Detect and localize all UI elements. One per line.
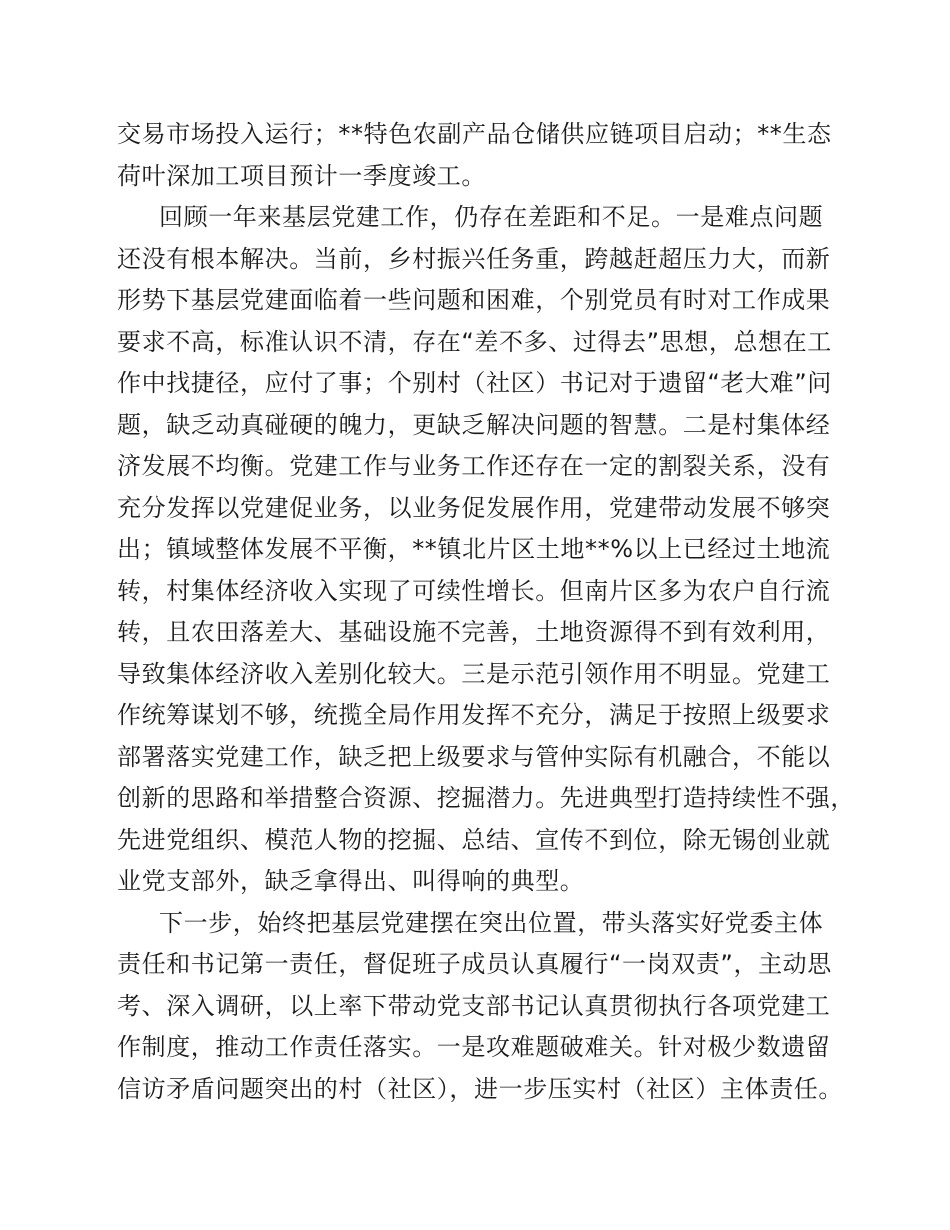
paragraph-2 [117, 197, 877, 903]
text-line: 作制度，推动工作责任落实。一是攻难题破难关。针对极少数遗留 [117, 1033, 831, 1061]
text-line: 形势下基层党建面临着一些问题和困难，个别党员有时对工作成果 [117, 286, 831, 314]
text-line: 创新的思路和举措整合资源、挖掘潜力。先进典型打造持续性不强， [117, 784, 855, 812]
text-line: 作中找捷径，应付了事；个别村（社区）书记对于遗留“老大难”问 [117, 369, 832, 397]
text-line: 责任和书记第一责任，督促班子成员认真履行“一岗双责”，主动思 [117, 950, 832, 978]
document-body [117, 114, 877, 1110]
text-line: 出；镇域整体发展不平衡，**镇北片区土地**%以上已经过土地流 [117, 535, 831, 563]
text-line: 作统筹谋划不够，统揽全局作用发挥不充分，满足于按照上级要求 [117, 701, 831, 729]
paragraph-1 [117, 114, 877, 197]
text-line: 转，村集体经济收入实现了可续性增长。但南片区多为农户自行流 [117, 576, 831, 605]
text-line: 回顾一年来基层党建工作，仍存在差距和不足。一是难点问题 [159, 203, 824, 231]
text-line: 业党支部外，缺乏拿得出、叫得响的典型。 [117, 867, 585, 895]
text-line: 转，且农田落差大、基础设施不完善，土地资源得不到有效利用， [117, 618, 831, 646]
text-line: 导致集体经济收入差别化较大。三是示范引领作用不明显。党建工 [117, 659, 831, 688]
text-line: 还没有根本解决。当前，乡村振兴任务重，跨越赶超压力大，而新 [117, 244, 831, 273]
text-line: 下一步，始终把基层党建摆在突出位置，带头落实好党委主体 [159, 908, 824, 937]
text-line: 荷叶深加工项目预计一季度竣工。 [117, 161, 486, 190]
text-line: 信访矛盾问题突出的村（社区），进一步压实村（社区）主体责任。 [117, 1074, 843, 1103]
text-line: 题，缺乏动真碰硬的魄力，更缺乏解决问题的智慧。二是村集体经 [117, 410, 831, 439]
text-line: 考、深入调研，以上率下带动党支部书记认真贯彻执行各项党建工 [117, 991, 831, 1020]
text-line: 济发展不均衡。党建工作与业务工作还存在一定的割裂关系，没有 [117, 452, 831, 480]
text-line: 先进党组织、模范人物的挖掘、总结、宣传不到位，除无锡创业就 [117, 825, 831, 854]
text-line: 部署落实党建工作，缺乏把上级要求与管仲实际有机融合，不能以 [117, 742, 831, 771]
paragraph-3 [117, 903, 877, 1111]
text-line: 充分发挥以党建促业务，以业务促发展作用，党建带动发展不够突 [117, 493, 831, 522]
text-line: 要求不高，标准认识不清，存在“差不多、过得去”思想，总想在工 [117, 327, 832, 356]
text-line: 交易市场投入运行；**特色农副产品仓储供应链项目启动；**生态 [117, 120, 832, 148]
